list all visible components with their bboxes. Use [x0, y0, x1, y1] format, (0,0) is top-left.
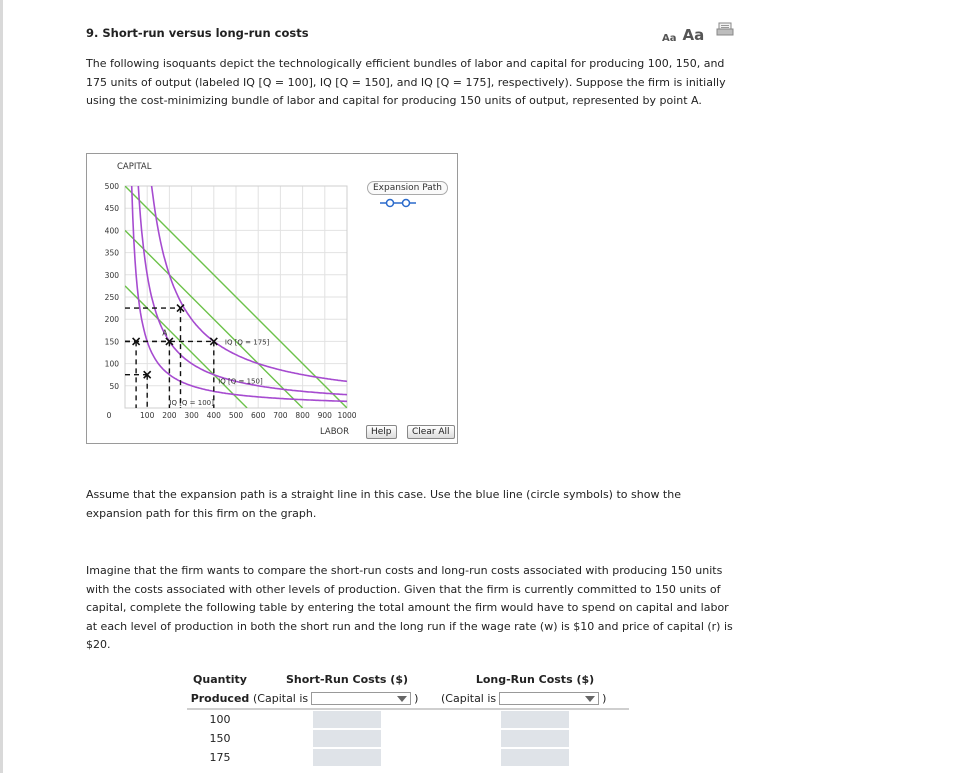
- y-tick-label: 150: [104, 337, 119, 347]
- isocost-line: [125, 286, 247, 408]
- x-tick-label: 200: [162, 411, 177, 420]
- left-border: [0, 0, 3, 773]
- sr-capital-prefix: (Capital is: [253, 692, 309, 705]
- sr-capital-suffix: ): [414, 692, 419, 705]
- clear-all-button[interactable]: Clear All: [407, 425, 455, 439]
- x-tick-label: 400: [206, 411, 221, 420]
- table-row: [187, 748, 629, 767]
- question-title-text: Short-run versus long-run costs: [102, 26, 309, 40]
- y-tick-label: 450: [104, 204, 119, 214]
- quantity-header: Quantity: [193, 673, 247, 686]
- short-run-header: Short-Run Costs ($): [285, 673, 409, 686]
- intro-paragraph: The following isoquants depict the technologically efficient bundles of labor and capital for producing 100, 150, and 175 units of output (labeled IQ [Q = 100], IQ [Q = 150], and IQ [Q = 175], respectively). Suppose the firm is initially using the cost-minimizing bundle of labor and capital for producing 150 units of output, represented by point A.: [86, 57, 726, 107]
- y-tick-label: 300: [104, 270, 119, 280]
- isoquant-label: IQ [Q = 150]: [218, 377, 263, 386]
- long-run-cost-input-150[interactable]: [501, 730, 569, 747]
- short-run-cost-input-175[interactable]: [313, 749, 381, 766]
- long-run-header: Long-Run Costs ($): [475, 673, 595, 686]
- point-a-label: A: [162, 328, 168, 338]
- font-large-button[interactable]: Aa: [682, 26, 705, 44]
- print-icon[interactable]: [716, 22, 734, 42]
- expansion-path-legend[interactable]: Expansion Path: [367, 181, 448, 195]
- isoquant-label: IQ [Q = 100]: [169, 399, 214, 408]
- long-run-cost-input-175[interactable]: [501, 749, 569, 766]
- x-tick-label: 500: [228, 411, 244, 420]
- isoquant-graph[interactable]: [86, 153, 458, 444]
- y-tick-label: 400: [104, 226, 119, 236]
- question-number: 9.: [86, 26, 99, 40]
- lr-capital-suffix: ): [602, 692, 607, 705]
- x-tick-label: 800: [295, 411, 310, 420]
- question-title: [86, 26, 309, 40]
- y-tick-label: 100: [104, 359, 119, 369]
- table-intro-paragraph: Imagine that the firm wants to compare the short-run costs and long-run costs associated with producing 150 units with the costs associated with other levels of production. Given that the firm is currently committed to 150 units of capital, complete the following table by entering the total amount the firm would have to spend on capital and labor at each level of production in both the short run and the long run if the wage rate (w) is $10 and price of capital (r) is $20.: [86, 564, 733, 651]
- table-row: [187, 729, 629, 748]
- long-run-capital-selector: [441, 689, 629, 708]
- long-run-cost-input-100[interactable]: [501, 711, 569, 728]
- x-tick-label: 900: [317, 411, 332, 420]
- x-tick-label: 300: [184, 411, 199, 420]
- short-run-capital-selector: [253, 689, 441, 708]
- y-tick-label: 350: [104, 248, 119, 258]
- chevron-down-icon: [397, 696, 407, 702]
- table-row: [187, 709, 629, 729]
- cost-table: [187, 670, 629, 767]
- x-tick-label: 700: [273, 411, 288, 420]
- x-tick-label: 600: [251, 411, 266, 420]
- chevron-down-icon: [585, 696, 595, 702]
- x-tick-label: 1000: [337, 411, 357, 420]
- x-tick-label: 0: [106, 411, 112, 420]
- sr-capital-dropdown[interactable]: [311, 692, 411, 705]
- font-size-tools: [662, 22, 734, 44]
- font-small-button[interactable]: Aa: [662, 33, 677, 44]
- lr-capital-prefix: (Capital is: [441, 692, 497, 705]
- x-tick-label: 100: [140, 411, 155, 420]
- lr-capital-dropdown[interactable]: [499, 692, 599, 705]
- quantity-cell: 150: [209, 732, 231, 745]
- help-button[interactable]: Help: [366, 425, 397, 439]
- short-run-cost-input-150[interactable]: [313, 730, 381, 747]
- expansion-paragraph: Assume that the expansion path is a straight line in this case. Use the blue line (circle symbols) to show the expansion path for this firm on the graph.: [86, 488, 681, 520]
- y-tick-label: 200: [104, 315, 119, 325]
- isoquant-curve: [129, 154, 347, 401]
- y-tick-label: 50: [109, 381, 119, 391]
- produced-header: Produced: [187, 689, 253, 709]
- x-axis-label: LABOR: [319, 427, 349, 437]
- isoquant-label: IQ [Q = 175]: [224, 338, 270, 347]
- y-axis-label: CAPITAL: [117, 162, 152, 172]
- y-tick-label: 500: [104, 182, 119, 191]
- quantity-cell: 175: [209, 751, 231, 764]
- quantity-cell: 100: [209, 713, 231, 726]
- y-tick-label: 250: [104, 293, 119, 302]
- short-run-cost-input-100[interactable]: [313, 711, 381, 728]
